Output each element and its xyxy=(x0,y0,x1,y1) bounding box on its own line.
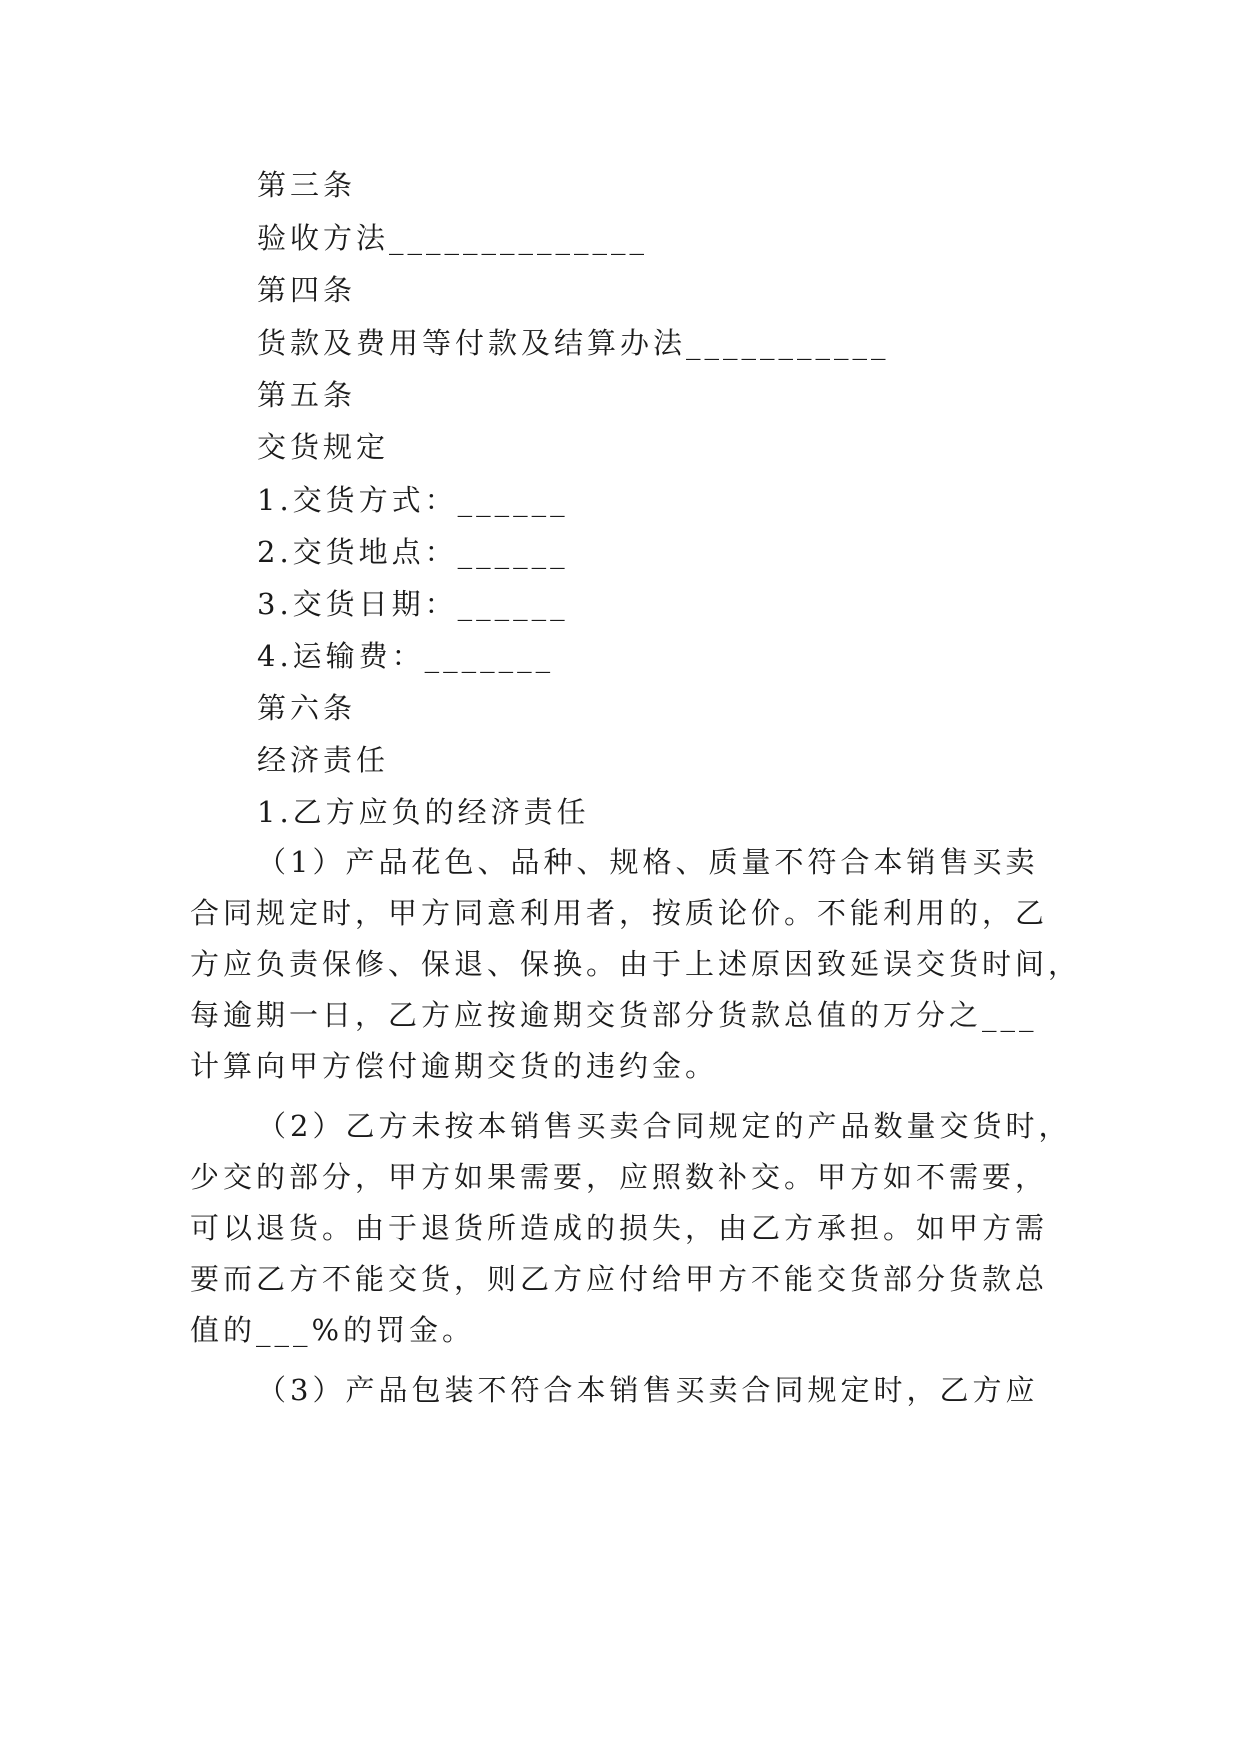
article-3-heading: 第三条 xyxy=(257,168,357,202)
clause-2-line-3: 可以退货。由于退货所造成的损失，由乙方承担。如甲方需 xyxy=(190,1211,1049,1245)
article-6-heading: 第六条 xyxy=(257,691,357,725)
clause-3-line-1: （3）产品包装不符合本销售买卖合同规定时，乙方应 xyxy=(257,1373,1039,1407)
party-b-liability-heading: 1.乙方应负的经济责任 xyxy=(257,795,590,829)
clause-1-line-1: （1）产品花色、品种、规格、质量不符合本销售买卖 xyxy=(257,845,1039,879)
delivery-place-line: 2.交货地点：______ xyxy=(257,535,569,569)
clause-1-line-5: 计算向甲方偿付逾期交货的违约金。 xyxy=(190,1049,719,1083)
clause-1-line-2: 合同规定时，甲方同意利用者，按质论价。不能利用的，乙 xyxy=(190,896,1049,930)
payment-method-line: 货款及费用等付款及结算办法___________ xyxy=(257,326,890,360)
clause-1-line-4: 每逾期一日，乙方应按逾期交货部分货款总值的万分之___ xyxy=(190,998,1038,1032)
article-4-heading: 第四条 xyxy=(257,273,357,307)
clause-2-line-4: 要而乙方不能交货，则乙方应付给甲方不能交货部分货款总 xyxy=(190,1262,1049,1296)
clause-2-line-2: 少交的部分，甲方如果需要，应照数补交。甲方如不需要， xyxy=(190,1160,1049,1194)
article-5-heading: 第五条 xyxy=(257,378,357,412)
delivery-date-line: 3.交货日期：______ xyxy=(257,587,569,621)
clause-2-line-5: 值的___%的罚金。 xyxy=(190,1313,476,1347)
clause-2-line-1: （2）乙方未按本销售买卖合同规定的产品数量交货时， xyxy=(257,1109,1072,1143)
inspection-method-line: 验收方法______________ xyxy=(257,221,649,255)
freight-line: 4.运输费：_______ xyxy=(257,639,555,673)
economic-liability-heading: 经济责任 xyxy=(257,743,390,777)
delivery-mode-line: 1.交货方式：______ xyxy=(257,483,569,517)
delivery-rules-heading: 交货规定 xyxy=(257,430,390,464)
clause-1-line-3: 方应负责保修、保退、保换。由于上述原因致延误交货时间， xyxy=(190,947,1082,981)
